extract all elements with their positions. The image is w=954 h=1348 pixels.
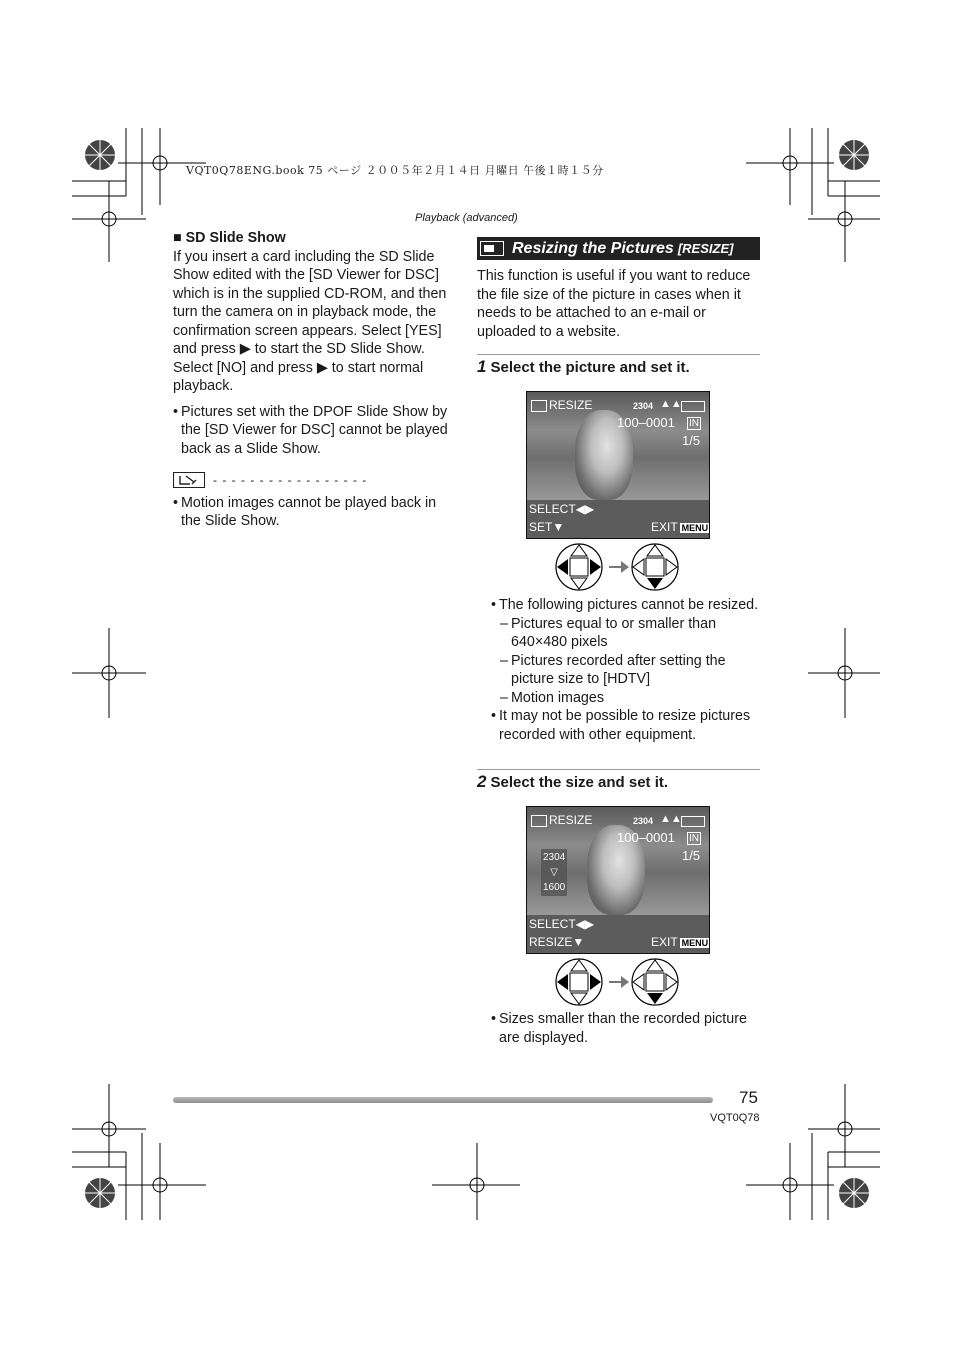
quality-icon: ▲▲ bbox=[660, 813, 682, 825]
battery-icon bbox=[681, 401, 705, 412]
screen1-file-number: 100–0001 bbox=[617, 415, 675, 430]
step-1-number: 1 bbox=[477, 357, 487, 376]
battery-icon bbox=[681, 816, 705, 827]
step-2 bbox=[477, 772, 668, 792]
screen2-footer bbox=[527, 915, 709, 953]
screen1-set: SET▼ bbox=[529, 520, 565, 534]
running-header: Playback (advanced) bbox=[415, 212, 518, 224]
section-subtitle: [RESIZE] bbox=[677, 241, 734, 256]
resize-mode-icon bbox=[531, 815, 547, 827]
screen2-count: 1/5 bbox=[682, 848, 701, 863]
footer-bar bbox=[173, 1097, 713, 1103]
resize-mode-icon bbox=[531, 400, 547, 412]
divider-2 bbox=[477, 769, 760, 770]
screen2-size: 2304 bbox=[633, 816, 654, 826]
step-2-number: 2 bbox=[477, 772, 487, 791]
resize-intro: This function is useful if you want to reduce the file size of the picture in cases when it needs to be attached to an e-mail or uploaded to a website. bbox=[477, 268, 751, 340]
section-title: Resizing the Pictures bbox=[512, 239, 674, 257]
sd-slide-show-paragraph: If you insert a card including the SD Slide Show edited with the [SD Viewer for DSC] which is in the supplied CD-ROM, and then turn the camera on in playback mode, the confirmation screen appears. Select [YES] and press ▶ to start the SD Slide Show. Select [NO] and press ▶ to start normal playback. bbox=[173, 248, 447, 394]
cannot-resize-note: • The following pictures cannot be resized. bbox=[491, 596, 761, 615]
screen2-exit: EXIT MENU bbox=[651, 935, 709, 949]
screen1-size: 2304 bbox=[633, 401, 654, 411]
section-header-resize bbox=[477, 237, 760, 260]
dpad-illustration-1 bbox=[555, 542, 683, 592]
sd-slide-show-title: ■ SD Slide Show bbox=[173, 230, 286, 246]
screen1-exit: EXIT MENU bbox=[651, 520, 709, 534]
note-size-limit: – Pictures equal to or smaller than 640×480 pixels bbox=[500, 615, 761, 652]
resize-icon bbox=[480, 241, 504, 256]
size-to: 1600 bbox=[543, 882, 566, 893]
step-1-text: Select the picture and set it. bbox=[490, 359, 690, 376]
screen1-footer bbox=[527, 500, 709, 538]
size-from: 2304 bbox=[543, 852, 566, 863]
document-code: VQT0Q78 bbox=[710, 1112, 760, 1124]
screen1-count: 1/5 bbox=[682, 433, 701, 448]
in-memory-icon: IN bbox=[689, 833, 699, 844]
note-divider bbox=[173, 471, 458, 490]
screen2-file-number: 100–0001 bbox=[617, 830, 675, 845]
note-hdtv: – Pictures recorded after setting the picture size to [HDTV] bbox=[500, 652, 761, 689]
note-motion: – Motion images bbox=[500, 689, 761, 708]
in-memory-icon: IN bbox=[689, 418, 699, 429]
step1-notes bbox=[491, 596, 761, 744]
camera-screen-1 bbox=[526, 391, 710, 539]
screen1-select: SELECT◀▶ bbox=[529, 502, 595, 516]
dpad-illustration-2 bbox=[555, 957, 683, 1007]
screen2-set: RESIZE▼ bbox=[529, 935, 585, 949]
step-1 bbox=[477, 357, 690, 377]
other-equipment-note: • It may not be possible to resize pictures recorded with other equipment. bbox=[491, 707, 761, 744]
screen2-select: SELECT◀▶ bbox=[529, 917, 595, 931]
step2-notes bbox=[491, 1010, 761, 1047]
motion-note: • Motion images cannot be played back in the Slide Show. bbox=[173, 494, 458, 531]
screen1-mode-label: RESIZE bbox=[531, 398, 592, 412]
quality-icon: ▲▲ bbox=[660, 398, 682, 410]
sizes-displayed-note: • Sizes smaller than the recorded picture are displayed. bbox=[491, 1010, 761, 1047]
print-header: VQT0Q78ENG.book 75 ページ ２００５年２月１４日 月曜日 午後１時１５分 bbox=[186, 164, 604, 177]
screen2-mode-label: RESIZE bbox=[531, 813, 592, 827]
page-number: 75 bbox=[739, 1088, 758, 1107]
size-arrow-icon: ▽ bbox=[550, 867, 558, 878]
divider-1 bbox=[477, 354, 760, 355]
dpof-note: • Pictures set with the DPOF Slide Show by the [SD Viewer for DSC] cannot be played back as a Slide Show. bbox=[173, 403, 458, 459]
size-selector[interactable] bbox=[541, 849, 567, 896]
step-2-text: Select the size and set it. bbox=[490, 774, 669, 791]
camera-screen-2 bbox=[526, 806, 710, 954]
left-column bbox=[173, 229, 458, 531]
note-icon bbox=[173, 472, 205, 488]
note-dashes: - - - - - - - - - - - - - - - - - bbox=[213, 473, 368, 487]
